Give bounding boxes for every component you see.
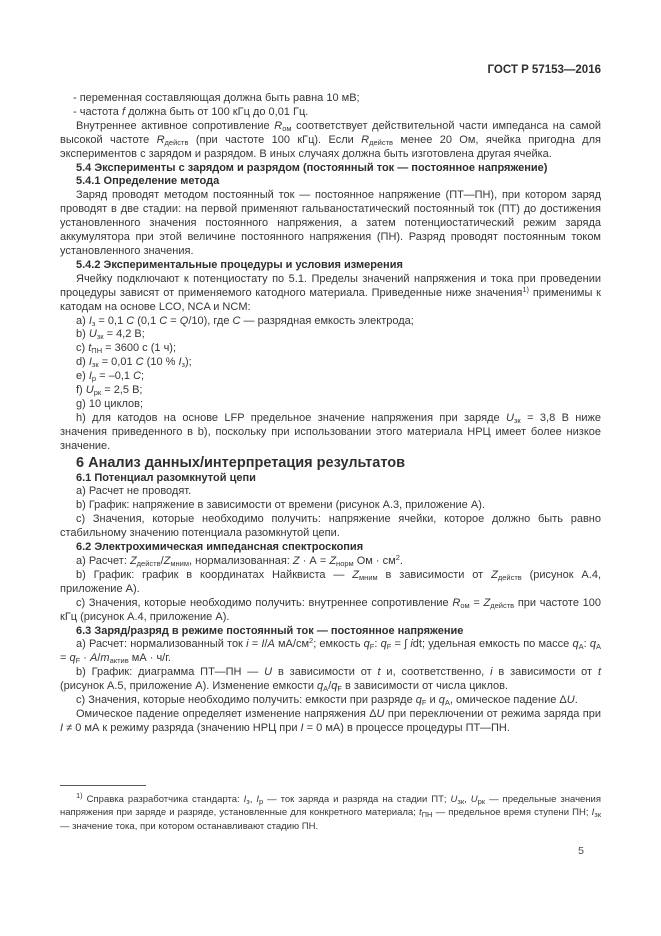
paragraph: Заряд проводят методом постоянный ток — постоянное напряжение (ПТ—ПН), при котором заряд проводят в две стадии: на первой применяют гальваностатический постоянный ток (ПТ) до достижения установленного значения постоянного напряжения, а затем потенциостатический режим заряда аккумулятора при этой величине постоянного напряжения (ПН). Разряд проводят постоянным током установленного значения. (60, 189, 601, 257)
list-item: d) $I_{зк} = 0,01$ C (10 % $I_з$); (76, 356, 192, 370)
list-item: e) $I_р = -0,1$ C; (76, 370, 145, 384)
subsection-heading: 5.4.1 Определение метода (76, 175, 220, 188)
list-item: c) Значения, которые необходимо получить: внутреннее сопротивление $R_{ом} = Z_{действ}$ при частоте 100 кГц (рисунок А.4, приложение А). (60, 596, 601, 623)
subsection-heading: 6.3 Заряд/разряд в режиме постоянный ток — постоянное напряжение (76, 624, 464, 637)
list-item: b) График: напряжение в зависимости от времени (рисунок А.3, приложение А). (76, 499, 485, 512)
list-item: h) для катодов на основе LFP предельное значение напряжения при заряде $U_{зк} = 3,8$ В ниже значения приведенного в b), поскольку при использовании этого материала НРЦ имеет более низкое значение. (60, 411, 601, 452)
list-item: a) Расчет не проводят. (76, 485, 192, 498)
footnote (60, 785, 601, 833)
dash-item: - частота f должна быть от 100 кГц до 0,01 Гц. (73, 105, 309, 118)
list-item: c) $t_{ПН} = 3600$ с (1 ч); (76, 342, 177, 356)
paragraph: Ячейку подключают к потенциостату по 5.1. Пределы значений напряжения и тока при проведении процедуры зависят от применяемого катодного материала. Приведенные ниже значения$^{1)}$ применимы к катодам на основе LCO, NCA и NCM: (60, 272, 601, 313)
list-item: b) График: диаграмма ПТ—ПН — U в зависимости от t и, соответственно, i в зависимости от t (рисунок А.5, приложение А). Изменение емкости $q_А/q_F$ в зависимости от числа циклов. (60, 666, 602, 694)
subsection-heading: 5.4 Эксперименты с зарядом и разрядом (постоянный ток — постоянное напряжение) (76, 161, 548, 174)
list-item: a) Расчет: нормализованный ток i = I/A $мА/см^2$; емкость $q_F$: $q_F$ = ∫ idt; удельная емкость по массе $q_А$: $q_А = q_F \cdot A/m_{актив}$ мА · ч/г. (60, 636, 601, 666)
list-item: b) $U_{зк} = 4,2$ В; (76, 328, 145, 342)
dash-item: - переменная составляющая должна быть равна 10 мВ; (73, 92, 360, 104)
list-item: b) График: график в координатах Найквиста — $Z_{мним}$ в зависимости от $Z_{действ}$ (рисунок А.4, приложение А). (60, 568, 602, 595)
paragraph: Внутреннее активное сопротивление $R_{ом}$ соответствует действительной части импеданса на самой высокой частоте $R_{действ}$ (при частоте 100 кГц). Если $R_{действ}$ менее 20 Ом, ячейка пригодна для экспериментов с зарядом и разрядом. В иных случаях должна быть изготовлена другая ячейка. (60, 119, 602, 160)
list-item: c) Значения, которые необходимо получить: напряжение ячейки, которое должно быть равно стабильному значению потенциала разомкнутой цепи. (60, 513, 601, 540)
list-item: a) $I_з = 0,1$ C (0,1 C = Q/10), где C — разрядная емкость электрода; (76, 314, 414, 328)
subsection-heading: 5.4.2 Экспериментальные процедуры и условия измерения (76, 258, 403, 271)
list-item: g) 10 циклов; (76, 397, 144, 410)
document-content (60, 92, 601, 736)
subsection-heading: 6.1 Потенциал разомкнутой цепи (76, 471, 256, 484)
list-item: f) $U_{рк} = 2,5$ В; (76, 384, 143, 398)
page-number: 5 (578, 845, 584, 857)
section-heading: 6 Анализ данных/интерпретация результатов (76, 454, 406, 471)
footnote-rule (60, 785, 146, 786)
subsection-heading: 6.2 Электрохимическая импедансная спектроскопия (76, 541, 364, 554)
list-item: a) Расчет: $Z_{действ}/Z_{мним}$, нормализованная: $Z \cdot А = Z_{норм}$ Ом · $см^2$. (76, 553, 403, 568)
list-item: c) Значения, которые необходимо получить: емкости при разряде $q_F$ и $q_А$, омическое падение ΔU. (76, 694, 578, 708)
paragraph: Омическое падение определяет изменение напряжения ΔU при переключении от режима заряда при I ≠ 0 мА к режиму разряда (значению НРЦ при I = 0 мА) в процессе процедуры ПТ—ПН. (60, 707, 601, 734)
document-header-designation: ГОСТ Р 57153—2016 (487, 64, 601, 76)
footnote-text: $^{1)}$ Справка разработчика стандарта: $I_з$, $I_р$ — ток заряда и разряда на стадии ПТ; $U_{зк}$, $U_{рк}$ — предельные значения напряжения при заряде и разряде, установленные для конкретного материала; $t_{ПН}$ — предельное время ступени ПН; $I_{зк}$ — значение тока, при котором останавливают стадию ПН. (60, 791, 602, 832)
